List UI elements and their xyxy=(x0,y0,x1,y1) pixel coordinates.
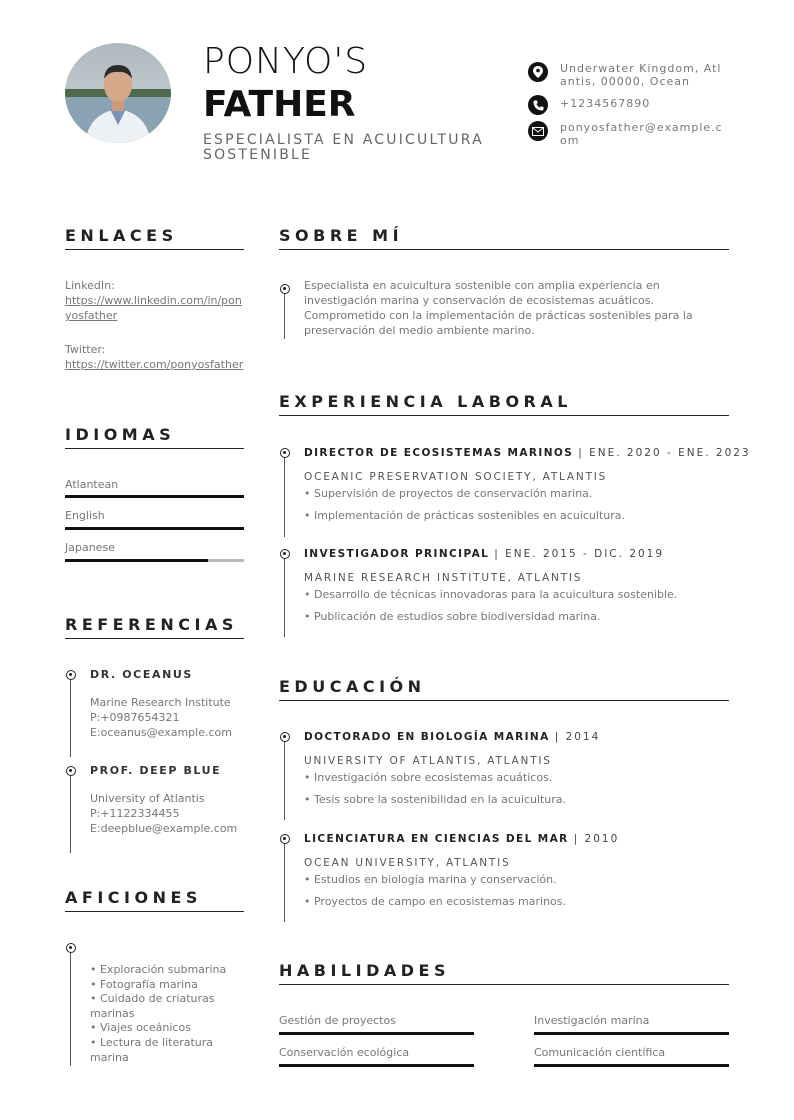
timeline-dot xyxy=(280,732,290,742)
skill-bar xyxy=(279,1064,474,1067)
degree-title xyxy=(304,833,619,845)
profile-photo xyxy=(65,43,171,143)
skill-bar-fill xyxy=(279,1064,474,1067)
section-rule xyxy=(65,448,244,449)
timeline-line xyxy=(284,842,285,922)
timeline-line xyxy=(284,557,285,637)
section-rule xyxy=(279,700,729,701)
hobbies-list xyxy=(90,963,240,1065)
linkedin-label: LinkedIn: xyxy=(65,279,115,292)
section-heading-habilidades: HABILIDADES xyxy=(279,961,450,980)
timeline-line xyxy=(70,675,71,757)
skill-bar xyxy=(279,1032,474,1035)
language-bar-fill xyxy=(65,559,208,562)
skill-bar xyxy=(534,1032,729,1035)
contact-address xyxy=(528,62,728,88)
reference-details xyxy=(90,791,237,836)
degree-institution: UNIVERSITY OF ATLANTIS, ATLANTIS xyxy=(304,755,552,767)
degree-title xyxy=(304,731,600,743)
language-name: Japanese xyxy=(65,541,115,554)
language-bar-fill xyxy=(65,495,244,498)
hobby-line: • Exploración submarina xyxy=(90,963,227,976)
timeline-dot xyxy=(280,834,290,844)
section-rule xyxy=(279,249,729,250)
phone-text: +1234567890 xyxy=(560,97,651,110)
reference-phone: P:+0987654321 xyxy=(90,711,180,724)
skill-bar-fill xyxy=(279,1032,474,1035)
linkedin-link[interactable]: https://www.linkedin.com/in/ponyosfather xyxy=(65,294,242,322)
address-text: Underwater Kingdom, Atlantis, 00000, Ocean xyxy=(560,62,722,88)
skill-name: Gestión de proyectos xyxy=(279,1014,396,1027)
section-heading-referencias: REFERENCIAS xyxy=(65,615,238,634)
hobby-line: • Fotografía marina xyxy=(90,977,198,991)
reference-phone: P:+1122334455 xyxy=(90,807,180,820)
section-rule xyxy=(279,984,729,985)
job-organization: OCEANIC PRESERVATION SOCIETY, ATLANTIS xyxy=(304,471,608,483)
language-name: English xyxy=(65,509,105,522)
degree-title-text: LICENCIATURA EN CIENCIAS DEL MAR xyxy=(304,833,569,845)
timeline-line xyxy=(284,740,285,820)
section-heading-educacion: EDUCACIÓN xyxy=(279,677,426,696)
email-text[interactable]: ponyosfather@example.com xyxy=(560,121,723,147)
language-bar xyxy=(65,495,244,498)
timeline-line xyxy=(284,291,285,339)
section-heading-idiomas: IDIOMAS xyxy=(65,425,176,444)
job-bullet: • Desarrollo de técnicas innovadoras para la acuicultura sostenible. xyxy=(304,588,678,601)
skill-name: Investigación marina xyxy=(534,1014,650,1027)
section-rule xyxy=(279,415,729,416)
job-dates: | ENE. 2015 - DIC. 2019 xyxy=(494,548,665,560)
section-rule xyxy=(65,638,244,639)
location-pin-icon xyxy=(528,62,548,82)
hobby-line: • Cuidado de criaturas xyxy=(90,992,215,1006)
degree-year: | 2010 xyxy=(573,833,620,845)
hobby-line: marinas xyxy=(90,1006,135,1020)
degree-bullet: • Investigación sobre ecosistemas acuáticos. xyxy=(304,771,553,784)
about-text xyxy=(304,278,734,338)
about-line: Especialista en acuicultura sostenible con amplia experiencia en xyxy=(304,279,660,292)
contact-phone xyxy=(528,95,728,115)
job-title-text: DIRECTOR DE ECOSISTEMAS MARINOS xyxy=(304,447,574,459)
job-title xyxy=(304,548,664,560)
job-title xyxy=(304,447,751,459)
reference-org: Marine Research Institute xyxy=(90,696,231,709)
job-bullet: • Supervisión de proyectos de conservación marina. xyxy=(304,487,593,500)
timeline-dot xyxy=(66,943,76,953)
timeline-dot xyxy=(280,448,290,458)
timeline-dot xyxy=(280,284,290,294)
timeline-dot xyxy=(280,549,290,559)
reference-email: E:oceanus@example.com xyxy=(90,726,232,739)
language-name: Atlantean xyxy=(65,478,119,491)
about-line: Comprometido con la implementación de prácticas sostenibles para la xyxy=(304,309,693,322)
timeline-dot xyxy=(66,766,76,776)
degree-year: | 2014 xyxy=(554,731,601,743)
job-dates: | ENE. 2020 - ENE. 2023 xyxy=(578,447,751,459)
hobby-line: marina xyxy=(90,1050,129,1064)
name-first-line: PONYO'S xyxy=(203,41,369,82)
job-subtitle: ESPECIALISTA EN ACUICULTURA SOSTENIBLE xyxy=(203,132,484,163)
skill-bar-fill xyxy=(534,1064,729,1067)
twitter-label: Twitter: xyxy=(65,343,106,356)
section-rule xyxy=(65,249,244,250)
skill-bar-fill xyxy=(534,1032,729,1035)
degree-institution: OCEAN UNIVERSITY, ATLANTIS xyxy=(304,857,511,869)
twitter-link[interactable]: https://twitter.com/ponyosfather xyxy=(65,358,244,371)
contact-email xyxy=(528,121,728,147)
about-line: investigación marina y conservación de ecosistemas acuáticos. xyxy=(304,294,654,307)
reference-email: E:deepblue@example.com xyxy=(90,822,238,835)
links-block xyxy=(65,278,245,372)
name-second-line: FATHER xyxy=(203,84,356,125)
language-bar xyxy=(65,527,244,530)
degree-bullet: • Tesis sobre la sostenibilidad en la acuicultura. xyxy=(304,793,567,806)
timeline-line xyxy=(284,455,285,537)
phone-icon xyxy=(528,95,548,115)
hobby-line: • Lectura de literatura xyxy=(90,1035,214,1049)
reference-org: University of Atlantis xyxy=(90,792,205,805)
language-bar xyxy=(65,559,244,562)
job-bullet: • Publicación de estudios sobre biodiversidad marina. xyxy=(304,610,601,623)
hobby-line: • Viajes oceánicos xyxy=(90,1021,191,1035)
job-organization: MARINE RESEARCH INSTITUTE, ATLANTIS xyxy=(304,572,583,584)
timeline-line xyxy=(70,771,71,853)
timeline-line xyxy=(70,949,71,1066)
degree-bullet: • Proyectos de campo en ecosistemas marinos. xyxy=(304,895,567,908)
reference-name: DR. OCEANUS xyxy=(90,668,193,681)
section-heading-enlaces: ENLACES xyxy=(65,226,178,245)
degree-title-text: DOCTORADO EN BIOLOGÍA MARINA xyxy=(304,731,550,743)
job-title-text: INVESTIGADOR PRINCIPAL xyxy=(304,548,490,560)
reference-details xyxy=(90,695,232,740)
skill-bar xyxy=(534,1064,729,1067)
language-bar-fill xyxy=(65,527,244,530)
section-heading-experiencia: EXPERIENCIA LABORAL xyxy=(279,392,572,411)
email-icon xyxy=(528,121,548,141)
section-heading-aficiones: AFICIONES xyxy=(65,888,202,907)
job-bullet: • Implementación de prácticas sostenibles en acuicultura. xyxy=(304,509,625,522)
timeline-dot xyxy=(66,670,76,680)
degree-bullet: • Estudios en biología marina y conservación. xyxy=(304,873,557,886)
skill-name: Conservación ecológica xyxy=(279,1046,410,1059)
skill-name: Comunicación científica xyxy=(534,1046,666,1059)
about-line: preservación del medio ambiente marino. xyxy=(304,324,535,337)
section-rule xyxy=(65,911,244,912)
section-heading-sobre-mi: SOBRE MÍ xyxy=(279,226,404,245)
reference-name: PROF. DEEP BLUE xyxy=(90,764,222,777)
